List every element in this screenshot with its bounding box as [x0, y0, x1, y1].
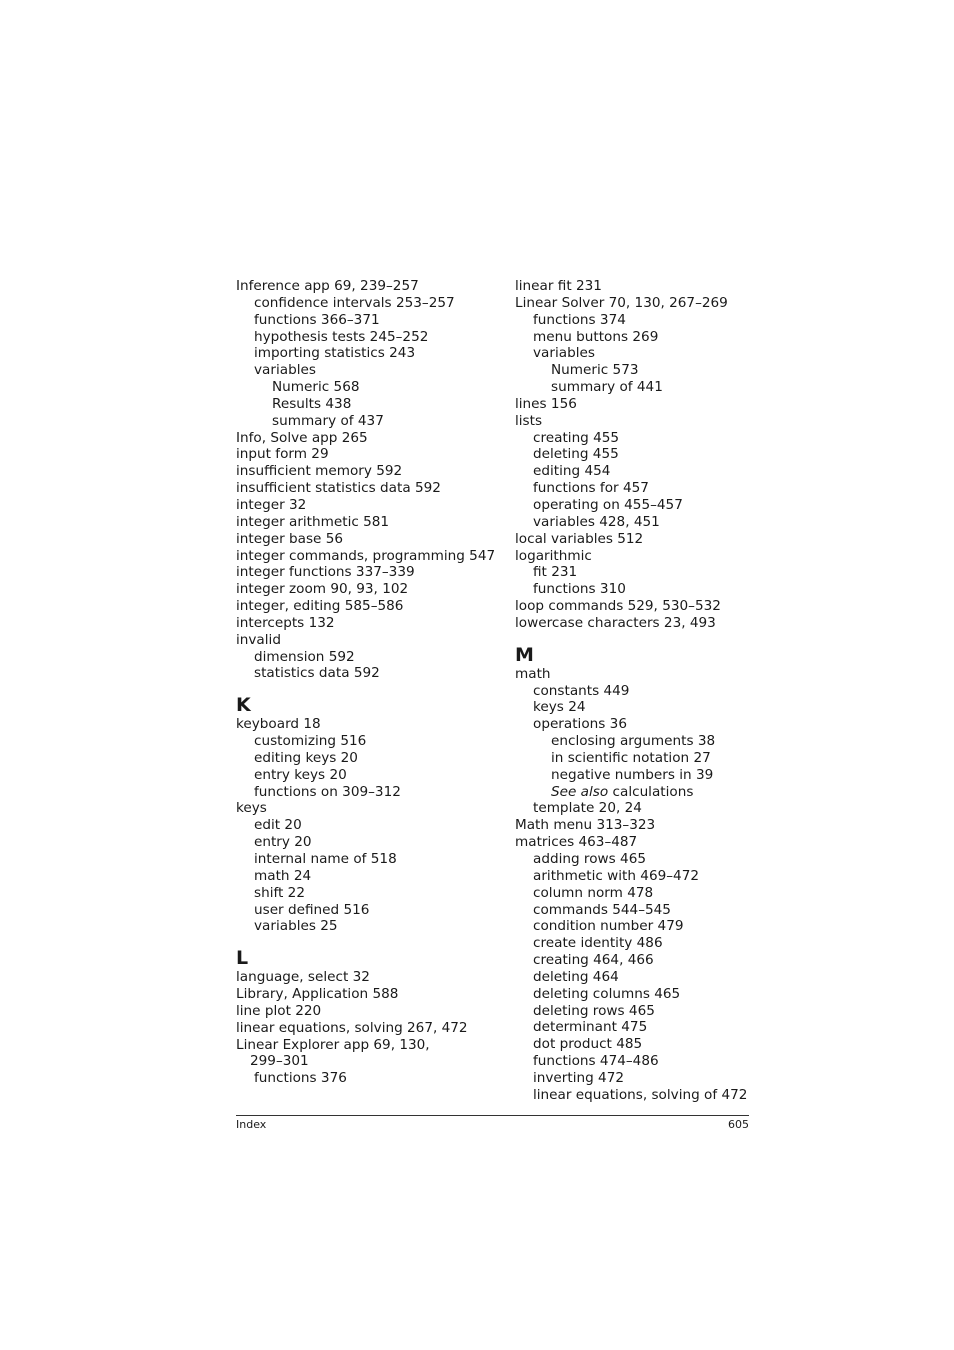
index-subentry: hypothesis tests 245–252 [254, 328, 429, 345]
index-subentry: arithmetic with 469–472 [533, 867, 699, 884]
index-subentry: Numeric 573 [551, 362, 639, 379]
index-entry: local variables 512 [515, 530, 644, 547]
index-entry: integer functions 337–339 [236, 564, 415, 581]
index-subentry: editing keys 20 [254, 749, 358, 766]
index-subentry: functions for 457 [533, 480, 649, 497]
index-subentry: user defined 516 [254, 901, 370, 918]
index-subentry: edit 20 [254, 817, 302, 834]
index-subentry: deleting 455 [533, 446, 619, 463]
index-subentry: functions 376 [254, 1070, 347, 1087]
index-subentry: creating 464, 466 [533, 952, 654, 969]
index-subentry: negative numbers in 39 [551, 766, 714, 783]
index-subentry: Numeric 568 [272, 379, 360, 396]
index-column-left [236, 278, 506, 1087]
index-entry: keyboard 18 [236, 716, 321, 733]
page-number: 605 [728, 1118, 749, 1131]
index-letter-heading: M [515, 643, 534, 666]
index-entry: integer 32 [236, 496, 307, 513]
index-subentry: variables 428, 451 [533, 513, 660, 530]
index-subentry: functions 474–486 [533, 1053, 659, 1070]
index-subentry: Results 438 [272, 395, 352, 412]
index-entry: loop commands 529, 530–532 [515, 598, 721, 615]
index-subentry: shift 22 [254, 884, 305, 901]
index-subentry: functions 310 [533, 581, 626, 598]
footer-section-label: Index [236, 1118, 267, 1131]
index-entry: lines 156 [515, 395, 577, 412]
index-entry: linear equations, solving 267, 472 [236, 1019, 468, 1036]
index-subentry: column norm 478 [533, 884, 654, 901]
index-entry: Linear Explorer app 69, 130, [236, 1036, 430, 1053]
index-subentry: summary of 437 [272, 412, 384, 429]
index-subentry: editing 454 [533, 463, 611, 480]
index-subentry: commands 544–545 [533, 901, 671, 918]
index-subentry: internal name of 518 [254, 851, 397, 867]
cross-reference-target: calculations [608, 783, 694, 800]
index-subentry: creating 455 [533, 429, 620, 446]
index-subentry: template 20, 24 [533, 800, 642, 817]
index-entry: intercepts 132 [236, 614, 335, 631]
index-entry: integer, editing 585–586 [236, 598, 404, 615]
index-subentry: determinant 475 [533, 1019, 648, 1036]
index-subentry: dimension 592 [254, 648, 355, 665]
index-subentry: statistics data 592 [254, 665, 380, 682]
index-subentry: functions 374 [533, 311, 626, 328]
index-subentry: variables [254, 362, 316, 379]
index-entry: math [515, 665, 551, 682]
index-entry: Inference app 69, 239–257 [236, 278, 419, 294]
index-entry: lowercase characters 23, 493 [515, 614, 716, 631]
index-entry: integer zoom 90, 93, 102 [236, 581, 409, 598]
index-subentry: adding rows 465 [533, 851, 647, 867]
see-also-label: See also [551, 783, 609, 800]
index-subentry: in scientific notation 27 [551, 749, 711, 766]
index-subentry: importing statistics 243 [254, 345, 416, 362]
index-subentry: keys 24 [533, 699, 586, 716]
index-subentry: linear equations, solving of 472 [533, 1086, 748, 1103]
index-subentry: constants 449 [533, 682, 630, 699]
index-subentry: inverting 472 [533, 1069, 625, 1086]
index-entry: Library, Application 588 [236, 986, 399, 1003]
index-subentry: deleting 464 [533, 968, 619, 985]
index-subentry: operations 36 [533, 716, 627, 733]
index-subentry: entry 20 [254, 834, 312, 851]
index-subentry: create identity 486 [533, 935, 663, 952]
index-subentry: summary of 441 [551, 379, 663, 396]
index-subentry: customizing 516 [254, 733, 367, 750]
index-subentry: operating on 455–457 [533, 496, 683, 513]
index-entry: invalid [236, 631, 281, 648]
index-letter-heading: K [236, 694, 251, 717]
footer-rule [236, 1115, 749, 1116]
index-entry: Info, Solve app 265 [236, 429, 368, 446]
index-subentry: 299–301 [250, 1053, 309, 1070]
index-entry: insufficient statistics data 592 [236, 480, 441, 497]
index-column-right [515, 278, 755, 1104]
index-letter-heading: L [236, 947, 249, 970]
index-subentry: dot product 485 [533, 1036, 643, 1053]
index-entry: Math menu 313–323 [515, 817, 656, 834]
index-subentry: entry keys 20 [254, 766, 347, 783]
index-entry: lists [515, 412, 543, 429]
index-entry: input form 29 [236, 446, 329, 463]
index-subentry: condition number 479 [533, 918, 684, 935]
index-subentry: confidence intervals 253–257 [254, 294, 455, 311]
index-subentry: deleting columns 465 [533, 985, 681, 1002]
index-subentry [515, 784, 755, 801]
index-subentry: deleting rows 465 [533, 1002, 655, 1019]
index-entry: integer commands, programming 547 [236, 547, 496, 564]
index-entry: integer arithmetic 581 [236, 513, 390, 530]
index-entry: logarithmic [515, 547, 592, 564]
index-entry: Linear Solver 70, 130, 267–269 [515, 294, 728, 311]
index-entry: linear fit 231 [515, 278, 602, 294]
index-subentry: functions 366–371 [254, 311, 380, 328]
index-entry: line plot 220 [236, 1002, 322, 1019]
index-entry: language, select 32 [236, 969, 370, 986]
index-subentry: functions on 309–312 [254, 783, 401, 800]
index-subentry: enclosing arguments 38 [551, 733, 716, 750]
index-subentry: menu buttons 269 [533, 328, 659, 345]
index-subentry: variables [533, 345, 595, 362]
index-entry: integer base 56 [236, 530, 344, 547]
index-entry: keys [236, 800, 267, 817]
index-subentry: variables 25 [254, 918, 338, 935]
index-entry: insufficient memory 592 [236, 463, 403, 480]
index-subentry: fit 231 [533, 564, 578, 581]
index-subentry: math 24 [254, 867, 312, 884]
index-entry: matrices 463–487 [515, 834, 638, 851]
